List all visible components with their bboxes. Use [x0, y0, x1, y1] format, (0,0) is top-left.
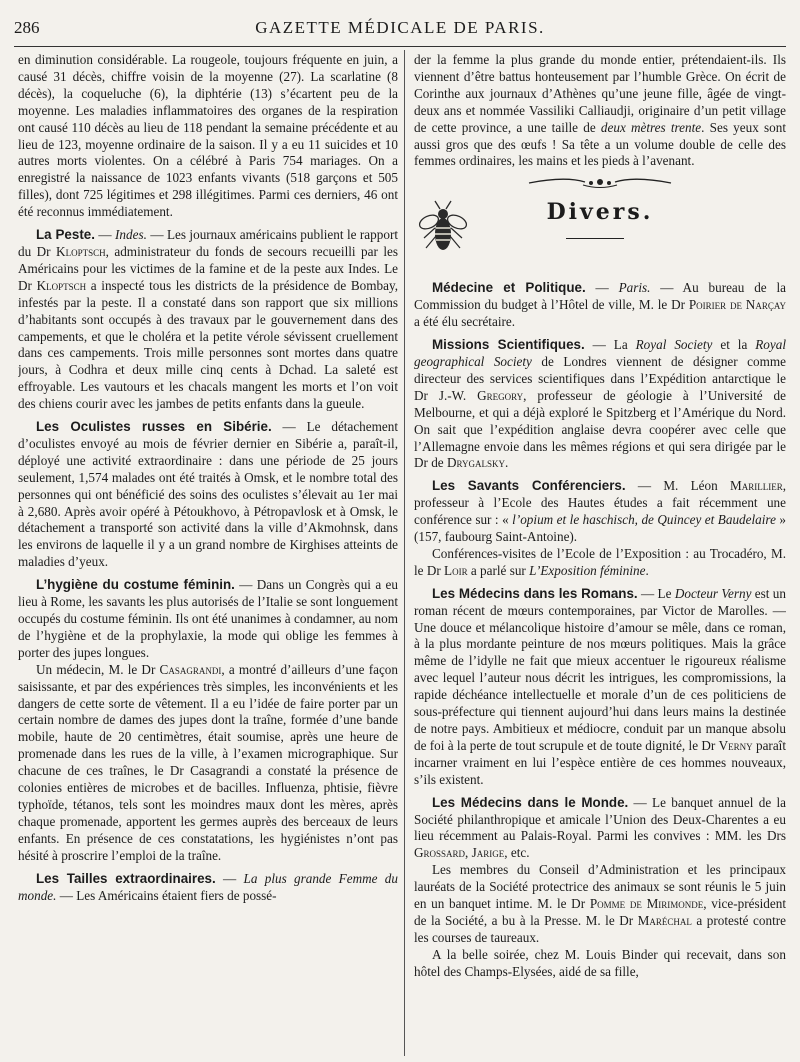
italic-height: deux mètres trente: [600, 119, 702, 135]
text-run: et la: [712, 337, 756, 353]
subheading-paris: Paris.: [618, 280, 651, 296]
name-jarige: Jarige: [471, 845, 505, 861]
section-ornament: [414, 174, 786, 198]
heading-romans: Les Médecins dans les Romans.: [432, 585, 638, 601]
name-casagrandi: Casagrandi: [159, 661, 222, 677]
text-run: de Londres viennent de désigner comme directeur des services scientifiques dans l’Expédition antarctique le Dr J.-W.: [414, 353, 786, 403]
paragraph-binder: A la belle soirée, chez M. Louis Binder qui recevait, dans son hôtel des Champs-Elysées, aidé de sa fille,: [414, 946, 786, 979]
right-column: [414, 52, 786, 1062]
text-run: , a montré d’ailleurs d’une façon saisissante, et par des expériences très simples, les inconvénients et les dangers de cette sorte de vêtement. Il a eu l’idée de faire porter par un certain nombre de dames des jupes dont la traîne, formée d’une bande mobile, haute de 20 centimètres, était soumise, après une heure de promenade dans les rues de la ville, à l’examen micrographique. Sur chacune de ces traînes, le Dr Casagrandi a constaté la présence de colonies entières de microbes et de bacilles. Influenza, phtisie, fièvre typhoïde, tétanos, tels sont les moindres maux dont les mères, après chaque promenade, apportent les germes auprès des berceaux de leurs enfants. En présence de ces constatations, les hygiénistes n’ont pas hésité à proscrire l’emploi de la traîne.: [18, 661, 398, 863]
heading-la-peste: La Peste.: [36, 227, 95, 243]
name-verny: Verny: [718, 737, 753, 753]
text-run: , administrateur du fonds de secours recueilli par les Américains pour les victimes de la famine et de la peste aux Indes. Le Dr: [18, 243, 398, 293]
heading-oculistes: Les Oculistes russes en Sibérie.: [36, 419, 272, 435]
heading-medecine-politique: Médecine et Politique.: [432, 280, 586, 296]
name-grossard: Grossard: [414, 845, 466, 861]
italic-docteur-verny: Docteur Verny: [674, 585, 752, 601]
italic-exposition: L’Exposition féminine: [529, 562, 646, 578]
name-marillier: Marillier: [729, 478, 783, 494]
text-run: , professeur à l’Ecole des Hautes études a fait récemment une conférence sur : «: [414, 478, 786, 528]
ornament-flourish-icon: [525, 174, 675, 192]
text-run: — La: [584, 337, 636, 353]
name-kloptsch-2: Kloptsch: [36, 277, 87, 293]
article-medecine-politique: Médecine et Politique. — Paris. — Au bureau de la Commission du budget à l’Hôtel de ville, M. le Dr Poirier de Narçay a été élu secrétaire.: [414, 280, 786, 330]
text-run: a parlé sur: [467, 562, 530, 578]
italic-conference-title: l’opium et le haschisch, de Quincey et Baudelaire: [512, 512, 776, 528]
gazette-title: GAZETTE MÉDICALE DE PARIS.: [255, 18, 545, 37]
heading-tailles: Les Tailles extraordinaires.: [36, 870, 216, 886]
text-run: — Le détachement d’oculistes envoyé au mois de février dernier en Sibérie a, paraît-il, déployé une activité extraordinaire : dans une période de 25 jours seulement, 1,574 malades ont été traités à Omsk, et le nombre total des personnes qui ont bénéficié des soins des oculistes s’élevait au 1er mai à 2,680. Après avoir opéré à Pétoukhovo, à Pétropavlosk et à Omsk, le détachement a transporté son activité dans la ville d’Akmohnsk, dans les environs de laquelle il y a un grand nombre de Kirghises atteints de maladies d’yeux.: [18, 419, 398, 570]
text-run: .: [645, 562, 649, 578]
article-la-peste: La Peste. — Indes. — Les journaux américains publient le rapport du Dr Kloptsch, administrateur du fonds de secours recueilli par les Américains pour les victimes de la famine et de la peste aux Indes. Le Dr Kloptsch a inspecté tous les districts de la présidence de Bombay, infestés par la peste. Il a constaté dans son rapport que six millions d’habitants sont occupés à des travaux par le gouvernement dans des campements, et que le choléra et la petite vérole sévissent cruellement dans ces campements. Trois mille personnes sont mortes dans quatre jours, à Codhra et deux mille cinq cents à Dchad. La saleté est effroyable. Les vautours et les chacals mangent les morts et l’on voit des chiens courir avec les jambes de petits enfants dans la gueule.: [18, 227, 398, 412]
subheading-grande-femme: La plus grande Femme du monde.: [18, 870, 398, 903]
name-pomme: Pomme de Mirimonde: [589, 896, 704, 912]
paragraph-conferences-visites: [414, 546, 786, 580]
page-header: [14, 18, 786, 42]
article-oculistes: [18, 419, 398, 571]
mortality-paragraph: en diminution considérable. La rougeole, toujours fréquente en juin, a causé 31 décès, chiffre voisin de la moyenne (27). La scarlatine (8 décès), la coqueluche (6), la diphtérie (13) s’écartent peu de la moyenne. Les maladies inflammatoires des organes de la respiration ont causé 110 décès au lieu de 118 pendant la semaine précédente et au lieu de 123, moyenne ordinaire de la saison. Il y a eu 11 suicides et 10 autres morts violentes. On a célébré à Paris 754 mariages. On a enregistré la naissance de 1023 enfants vivants (518 garçons et 505 filles), dont 725 légitimes et 298 illégitimes. Parmi ces derniers, 46 ont été reconnus immédiatement.: [18, 52, 398, 220]
text-run: — Les Américains étaient fiers de possé-: [56, 887, 277, 903]
article-tailles: Les Tailles extraordinaires. — La plus grande Femme du monde. — Les Américains étaient fiers de possé-: [18, 870, 398, 903]
name-poirier: Poirier de Narçay: [688, 297, 786, 313]
text-run: est un roman récent de mœurs contemporaines, par Victor de Marolles. — Une douce et mélancolique histoire d’amour se mêle, dans ce roman, à la plus mordante peinture de nos mœurs politiques. Mais la grâce même de l’idylle ne fait que mieux accentuer le rigoureux réalisme avec lequel l’auteur nous décrit les intrigues, les compromissions, la rapide déchéance intellectuelle et morale d’un de ces politiciens de sous-préfecture qui tiennent aujourd’hui dans leurs mains la destinée de notre pays. Ambitieux et médiocre, conduit par un manque absolu de foi à la perte de tout scrupule et de toute dignité, le Dr: [414, 585, 786, 753]
name-marechal: Maréchal: [637, 912, 692, 928]
divers-section-header: [414, 198, 786, 280]
text-run: , vice-président de la Société, a bu à la Presse. M. le Dr: [414, 896, 786, 928]
text-run: — Le: [637, 585, 675, 601]
page-number: 286: [14, 18, 40, 37]
italic-geographical-society: Royal geographical Society: [414, 337, 786, 369]
article-hygiene: [18, 577, 398, 662]
text-run: Un médecin, M. le Dr: [36, 661, 160, 677]
divers-title: Divers.: [546, 199, 654, 226]
subheading-indes: Indes.: [115, 227, 147, 243]
heading-hygiene: L’hygiène du costume féminin.: [36, 577, 235, 593]
continued-paragraph: [414, 52, 786, 170]
text-run: a inspecté tous les districts de la présidence de Bombay, infestés par la peste. Il a constaté dans son rapport que six millions d’habitants sont occupés à des travaux par le gouvernement dans des campements, et que le choléra et la petite vérole sévissent cruellement dans ces campements. Trois mille personnes sont mortes dans quatre jours, à Codhra et deux mille cinq cents à Dchad. La saleté est effroyable. Les vautours et les chacals mangent les morts et l’on voit des chiens courir avec les jambes de petits enfants dans la gueule.: [18, 277, 398, 412]
article-monde: [414, 795, 786, 863]
text-run: Les membres du Conseil d’Administration et les principaux lauréats de la Société protectrice des animaux se sont réunis le 5 juin en un banquet intime. M. le Dr: [414, 862, 786, 912]
text-run: Conférences-visites de l’Ecole de l’Exposition : au Trocadéro, M. le Dr: [414, 545, 786, 578]
left-column: [18, 52, 398, 1062]
heading-monde: Les Médecins dans le Monde.: [432, 794, 629, 810]
name-loir: Loir: [444, 562, 468, 578]
text-run: ,: [465, 845, 472, 861]
text-run: » (157, faubourg Saint-Antoine).: [414, 512, 786, 545]
text-run: — Dans un Congrès qui a eu lieu à Rome, les savants les plus autorisés de l’Italie se sont longuement occupés du costume féminin. Ils ont été unanimes à condamner, au nom de l’hygiène et de la prophylaxie, la mode qui oblige les femmes à porter des jupes longues.: [18, 577, 398, 660]
paragraph-societe-protectrice: [414, 862, 786, 947]
divers-rule: [566, 238, 624, 239]
text-run: — M. Léon: [625, 478, 730, 494]
name-kloptsch: Kloptsch: [56, 243, 106, 259]
name-drygalsky: Drygalsky: [446, 455, 505, 471]
italic-royal-society: Royal Society: [635, 337, 713, 353]
text-run: a protesté contre les courses de taureaux.: [414, 912, 786, 945]
text-run: , etc.: [504, 845, 530, 861]
text-run: — Le banquet annuel de la Société philanthropique et amicale l’Union des Deux-Charentes a eu lieu récemment au Palais-Royal. Parmi les convives : MM. les Drs: [414, 794, 786, 844]
article-conferenciers: [414, 478, 786, 546]
text-run: , professeur de géologie à l’Université de Melbourne, et qui a déjà exploré le Spitzberg et l’Amérique du Nord. On sait que l’expédition anglaise devra coopérer avec celle que l’Allemagne envoie dans les mêmes régions et qui sera dirigée par le Dr de: [414, 387, 786, 471]
header-rule: [14, 46, 786, 47]
article-missions: [414, 337, 786, 472]
heading-missions: Missions Scientifiques.: [432, 337, 585, 353]
paragraph-casagrandi: [18, 662, 398, 865]
text-run: a été élu secrétaire.: [414, 314, 516, 330]
text-run: — Au bureau de la Commission du budget à l’Hôtel de ville, M. le Dr: [414, 280, 786, 313]
name-gregory: Gregory: [477, 387, 524, 403]
text-run: .: [505, 455, 509, 471]
article-romans: [414, 586, 786, 789]
text-run: paraît incarner vraiment en lui l’espèce entière de ces hommes nouveaux, s’ils existent.: [414, 737, 786, 787]
column-divider: [404, 50, 405, 1056]
text-run: . Ses yeux sont aussi gros que des œufs ! Sa tête a un volume double de celle des femmes ordinaires, les mains et les pieds à l’avenant.: [414, 119, 786, 169]
text-run: — Les journaux américains publient le rapport du Dr: [18, 227, 398, 259]
heading-conferenciers: Les Savants Conférenciers.: [432, 478, 626, 494]
text-run: der la femme la plus grande du monde entier, prétendaient-ils. Ils viennent d’être battus honteusement par l’humble Grèce. On écrit de Corinthe aux journaux d’Athènes qu’une jeune fille, âgée de vingt-deux ans et nommée Vassiliki Calliaudji, originaire d’un petit village de cette province, a une taille de: [414, 52, 786, 135]
